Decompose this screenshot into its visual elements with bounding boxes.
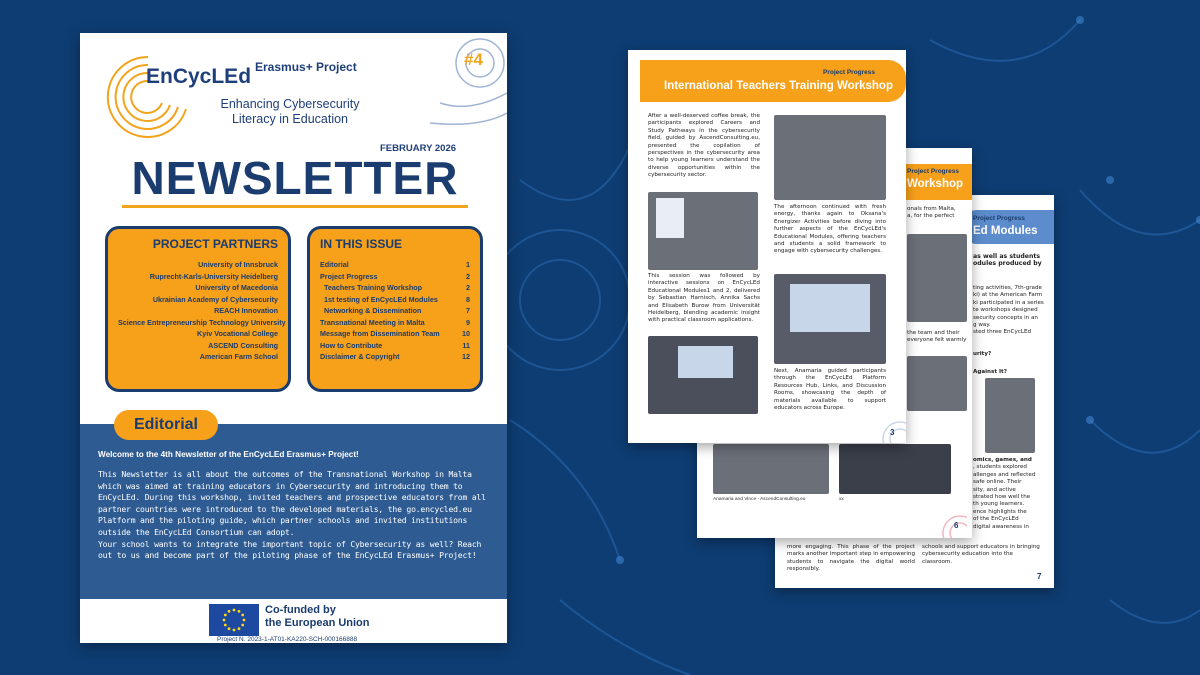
toc-page-number: 7 — [466, 306, 470, 315]
toc-item — [320, 317, 470, 329]
page7-number: 7 — [1037, 572, 1042, 581]
text-line: ki participated in a series — [973, 299, 1044, 306]
page7-body-3 — [922, 544, 1050, 566]
page7-question-1: urity? — [973, 351, 992, 357]
page3-photo-2 — [648, 336, 758, 414]
text-line: th young learners. — [973, 501, 1025, 508]
page3-col2-text-2: Next, Anamaria guided participants through the EnCycLEd Platform Resources Hub, Links, and Discussion Rooms, showcasing the depth of materials available to support educators across Europe. — [774, 368, 886, 412]
editorial-paragraph: This Newsletter is all about the outcomes of the Transnational Workshop in Malta which was aimed at training educators in Cybersecurity and introducing them to EnCycLEd. During this workshop, invited teachers and prospective educators from all partner countries were introduced to the developed materials, the go.encycled.eu Platform and the piloting guide, which partner schools and invited institutions outside the EnCycLEd Consortium can adopt. — [98, 469, 486, 537]
page7-body-1 — [973, 285, 1049, 337]
editorial-paragraph: Your school wants to integrate the important topic of Cybersecurity as well? Reach out to us and become part of the piloting phase of the EnCycLEd Erasmus+ Project! — [98, 538, 482, 561]
eu-flag-icon — [209, 604, 259, 636]
toc-label: Disclaimer & Copyright — [320, 352, 400, 361]
page7-body-left: more engaging. This phase of the project marks another important step in empowering students to navigate the digital world responsibly. — [787, 544, 915, 573]
toc-label: Teachers Training Workshop — [324, 283, 422, 292]
toc-page-number: 9 — [466, 317, 470, 327]
page3-subtitle: Project Progress — [823, 69, 876, 76]
page6-ring-decoration — [922, 503, 967, 538]
editorial-heading: Welcome to the 4th Newsletter of the EnCycLEd Erasmus+ Project! — [98, 450, 359, 459]
page3-photo-4 — [774, 274, 886, 364]
text-line: digital awareness in — [973, 523, 1029, 530]
tagline: Enhancing Cybersecurity Literacy in Education — [220, 97, 360, 126]
eu-funding-text — [265, 604, 370, 630]
toc-list — [320, 259, 470, 363]
partner-item: University of Macedonia — [195, 283, 278, 292]
page3-photo-3 — [774, 115, 886, 200]
partner-item: Ruprecht-Karls-University Heidelberg — [149, 271, 278, 281]
text-line: allenges and reflected — [973, 471, 1036, 478]
toc-item — [320, 328, 470, 340]
encycled-logo-ring — [98, 47, 198, 147]
text-line: cybersecurity education into the — [922, 551, 1013, 558]
page3-col1-text-1: After a well-deserved coffee break, the participants explored Careers and Study Pathways in the cybersecurity field, guided by AscendConsulting.eu, presented the copilation of perspectives in the cybersecurity area to help young learners understand the diverse opportunities within the cybersecurity sector. — [648, 113, 760, 179]
page3-title: International Teachers Training Workshop — [664, 80, 893, 92]
issue-number: #4 — [464, 50, 483, 69]
text-line: schools and support educators in bringing — [922, 544, 1040, 550]
toc-label: Message from Dissemination Team — [320, 329, 440, 338]
text-line: , students explored — [973, 464, 1027, 471]
partner-item: University of Innsbruck — [198, 260, 278, 269]
toc-label: Networking & Dissemination — [324, 306, 422, 315]
text-line: ki) at the American Farm — [973, 292, 1043, 299]
text-line: security concepts in an — [973, 314, 1038, 321]
text-line: ence highlights the — [973, 508, 1027, 515]
partner-item: ASCEND Consulting — [208, 340, 278, 350]
toc-label: Transnational Meeting in Malta — [320, 317, 425, 327]
brand-name: EnCycLEd — [146, 65, 252, 88]
issue-heading: IN THIS ISSUE — [320, 237, 403, 251]
editorial-section — [80, 424, 507, 599]
partners-list — [118, 259, 286, 363]
page3-col2-text-1: The afternoon continued with fresh energy, thanks again to Oksana's Energizer Activities before diving into further aspects of the EnCycLEd's Educational Modules, offering teachers and students a solid framework to engage with cybersecurity challenges. — [774, 204, 886, 255]
newsletter-title: NEWSLETTER — [131, 152, 459, 204]
toc-item — [320, 305, 470, 317]
text-line: of the EnCycLEd — [973, 516, 1019, 523]
editorial-tab: Editorial — [114, 410, 218, 440]
publication-date: FEBRUARY 2026 — [380, 143, 457, 154]
toc-item — [320, 340, 470, 352]
text-line: a, for the perfect — [907, 213, 955, 220]
toc-page-number: 2 — [466, 283, 470, 292]
toc-label: How to Contribute — [320, 340, 383, 350]
eu-line-1: Co-funded by — [265, 604, 336, 616]
cover-circuit-decoration — [420, 33, 507, 133]
newsletter-cover — [80, 33, 507, 643]
page7-subtitle: Project Progress — [973, 215, 1026, 222]
page7-question-2: Against It? — [973, 369, 1007, 375]
newsletter-page-3 — [628, 50, 906, 443]
text-line: everyone felt warmly — [907, 337, 967, 344]
toc-item — [320, 259, 470, 271]
text-line: sted three EnCycLEd — [973, 329, 1032, 336]
toc-item — [320, 294, 470, 306]
partner-item: REACH Innovation — [214, 306, 278, 315]
eu-funding-footer — [80, 599, 507, 643]
toc-item — [320, 282, 470, 294]
text-line: odules produced by — [973, 260, 1042, 268]
page7-photo — [985, 378, 1035, 453]
text-line: omics, games, and — [973, 457, 1032, 463]
page6-caption-2: xx — [839, 497, 844, 502]
text-line: safe online. Their — [973, 479, 1022, 486]
toc-label: 1st testing of EnCycLEd Modules — [324, 294, 438, 304]
partner-item: Science Entrepreneurship Technology University — [118, 317, 286, 327]
toc-item — [320, 271, 470, 283]
editorial-text — [98, 469, 491, 562]
toc-label: Editorial — [320, 260, 349, 269]
text-line: g way. — [973, 322, 991, 329]
partner-item: Ukrainian Academy of Cybersecurity — [152, 294, 278, 304]
page6-photo-4 — [839, 444, 951, 494]
in-this-issue-box — [307, 226, 483, 392]
program-label: Erasmus+ Project — [255, 60, 357, 74]
toc-page-number: 1 — [466, 260, 470, 269]
page6-number: 6 — [954, 521, 959, 530]
eu-line-2: the European Union — [265, 617, 370, 629]
partner-item: American Farm School — [199, 352, 278, 361]
page6-text-2 — [907, 330, 969, 345]
project-number: Project N. 2023-1-AT01-KA220-SCH-000166888 — [217, 636, 358, 643]
toc-label: Project Progress — [320, 271, 378, 281]
page6-text-1 — [907, 206, 969, 221]
text-line: onals from Malta, — [907, 206, 956, 212]
partner-item: Kyiv Vocational College — [197, 329, 278, 338]
page3-ring-decoration — [860, 405, 906, 443]
page6-photo-2 — [907, 356, 967, 411]
text-line: strated how well the — [973, 494, 1031, 501]
page6-title: Workshop — [907, 178, 964, 190]
partners-heading: PROJECT PARTNERS — [152, 237, 278, 251]
toc-page-number: 12 — [462, 352, 470, 361]
toc-page-number: 8 — [466, 294, 470, 304]
toc-item — [320, 351, 470, 363]
page6-caption: Anamaria and Vince - AscendConsulting.eu — [713, 497, 806, 502]
page7-body-2 — [973, 457, 1049, 531]
text-line: as well as students — [973, 253, 1041, 260]
toc-page-number: 11 — [462, 340, 470, 350]
text-line: ting activities, 7th-grade — [973, 285, 1042, 291]
text-line: te workshops designed — [973, 307, 1038, 314]
page3-photo-1 — [648, 192, 758, 270]
toc-page-number: 2 — [466, 271, 470, 281]
page3-col1-text-2: This session was followed by interactive sessions on EnCycLEd Educational Modules1 and 2, delivered by Sebastian Harnisch, Annika Sachs and Elisabeth Burow from Universität Heidelberg, blending academic insight with practical classroom applications. — [648, 273, 760, 324]
toc-page-number: 10 — [462, 329, 470, 338]
text-line: sity, and active — [973, 486, 1016, 493]
page6-subtitle: Project Progress — [907, 168, 960, 175]
title-underline — [122, 205, 468, 208]
project-partners-box — [105, 226, 291, 392]
page3-number: 3 — [890, 428, 895, 437]
page6-photo-3 — [713, 444, 829, 494]
page7-title: Ed Modules — [973, 225, 1038, 237]
text-line: classroom. — [922, 558, 953, 565]
text-line: the team and their — [907, 330, 960, 336]
page7-lead — [973, 253, 1049, 268]
page6-photo-1 — [907, 234, 967, 322]
